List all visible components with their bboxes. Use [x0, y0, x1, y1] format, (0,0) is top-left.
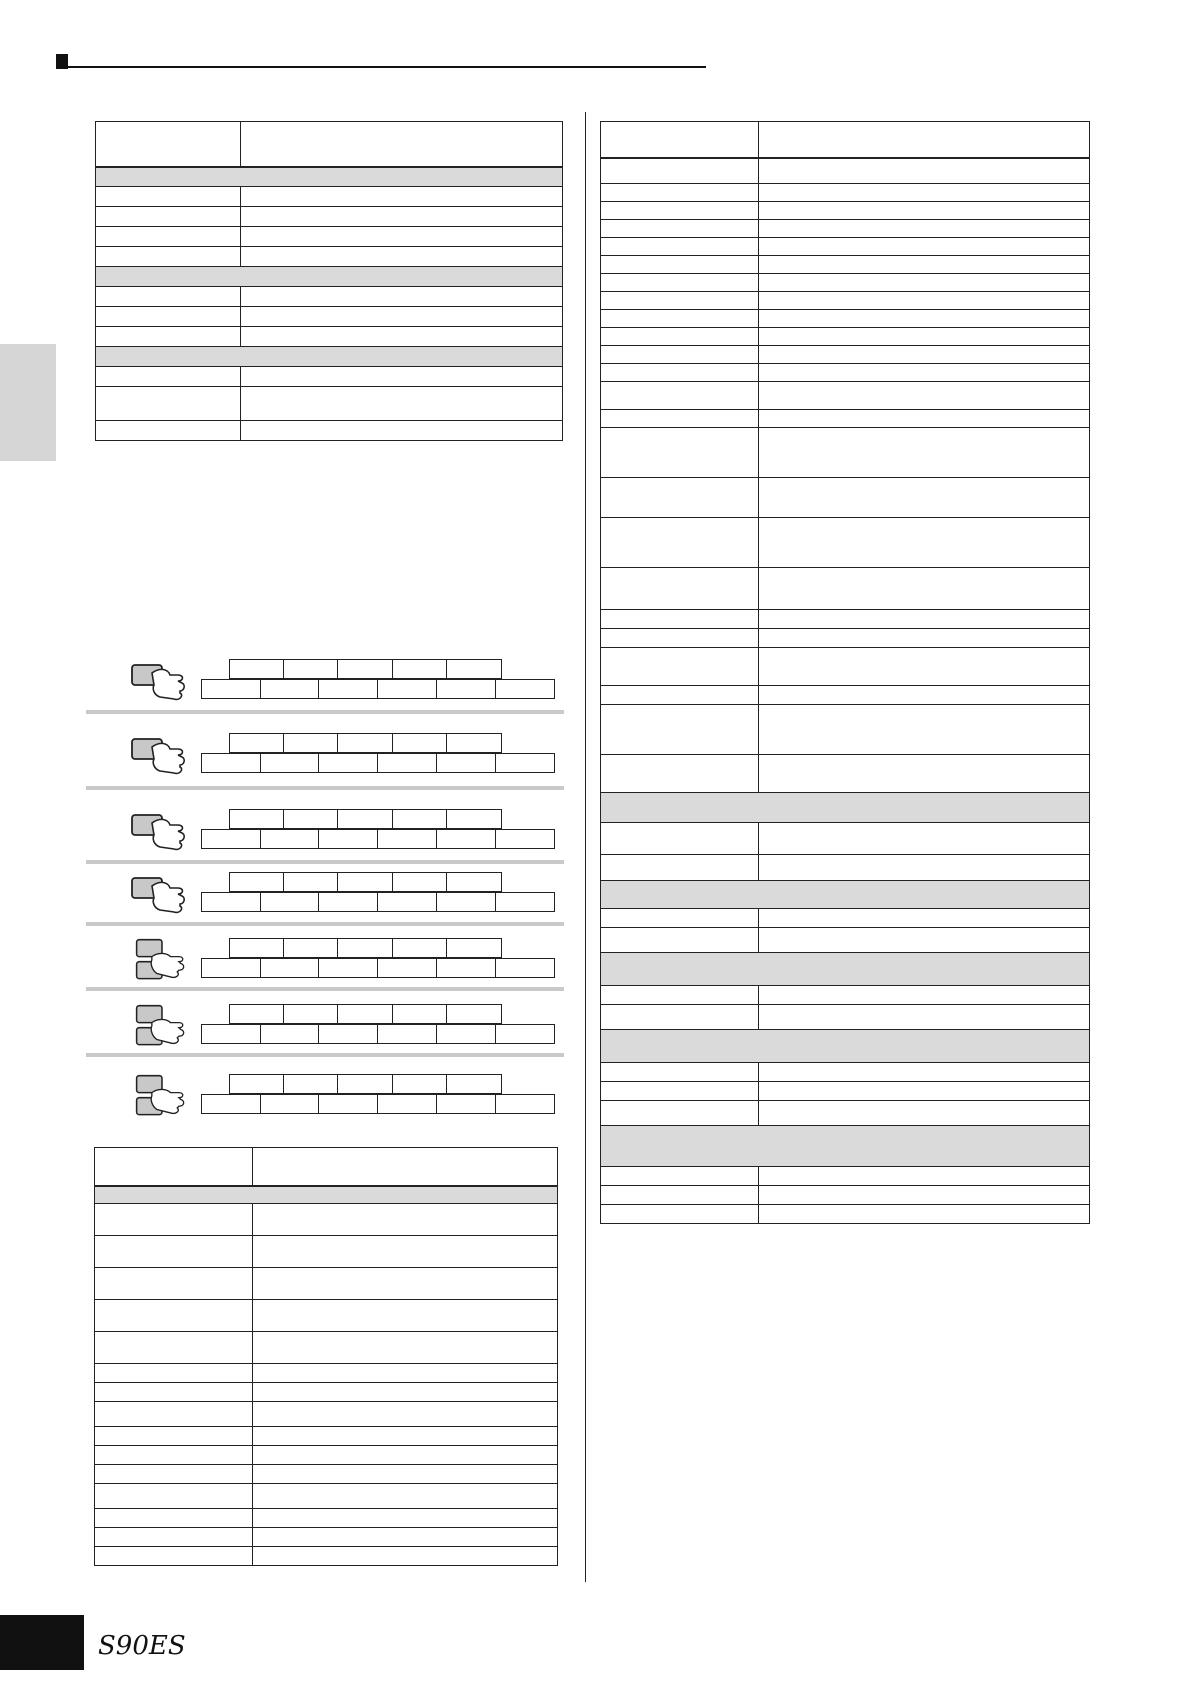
press-two-buttons-icon [130, 1074, 194, 1118]
button-array-lower [202, 829, 555, 849]
button-diagram-row [120, 932, 560, 992]
table-section-row [601, 793, 1090, 823]
button-diagram-row [120, 998, 560, 1058]
table-section-row [601, 953, 1090, 986]
button-array-lower [202, 958, 555, 978]
table-section-row [601, 1030, 1090, 1063]
button-array-upper [230, 809, 556, 829]
divider-rule [86, 786, 564, 790]
press-button-icon [130, 809, 194, 853]
press-two-buttons-icon [130, 1004, 194, 1048]
press-button-icon [130, 659, 194, 703]
right-spec-table [600, 121, 1090, 1224]
button-array-lower [202, 679, 555, 699]
side-chapter-tab [0, 344, 56, 461]
button-diagram-row [120, 803, 560, 863]
button-array-lower [202, 1094, 555, 1114]
header-rule [56, 66, 706, 68]
button-diagram-row [120, 727, 560, 787]
table-section-row [95, 1186, 558, 1204]
button-array-upper [230, 938, 556, 958]
button-array-upper [230, 659, 556, 679]
table-header-cell [96, 122, 241, 167]
button-array-lower [202, 1024, 555, 1044]
top-left-spec-table [95, 121, 563, 441]
button-array-upper [230, 1004, 556, 1024]
divider-rule [86, 922, 564, 926]
divider-rule [86, 710, 564, 714]
logo-text: S90ES [98, 1631, 186, 1661]
button-array-upper [230, 1074, 556, 1094]
table-section-row [96, 167, 563, 187]
table-header-cell [241, 122, 563, 167]
button-diagram-row [120, 1068, 560, 1128]
button-array-upper [230, 733, 556, 753]
table-section-row [96, 347, 563, 367]
table-section-row [96, 267, 563, 287]
product-logo [96, 1624, 216, 1664]
page-number-block [0, 1615, 84, 1670]
button-array-lower [202, 892, 555, 912]
divider-rule [86, 987, 564, 991]
button-diagram-row [120, 653, 560, 713]
divider-rule [86, 1053, 564, 1057]
button-array-lower [202, 753, 555, 773]
press-button-icon [130, 733, 194, 777]
column-divider [585, 112, 586, 1582]
table-section-row [601, 1126, 1090, 1167]
press-button-icon [130, 872, 194, 916]
press-two-buttons-icon [130, 938, 194, 982]
divider-rule [86, 860, 564, 864]
button-diagram-row [120, 866, 560, 926]
button-array-upper [230, 872, 556, 892]
table-section-row [601, 881, 1090, 909]
bottom-left-spec-table [94, 1147, 558, 1566]
